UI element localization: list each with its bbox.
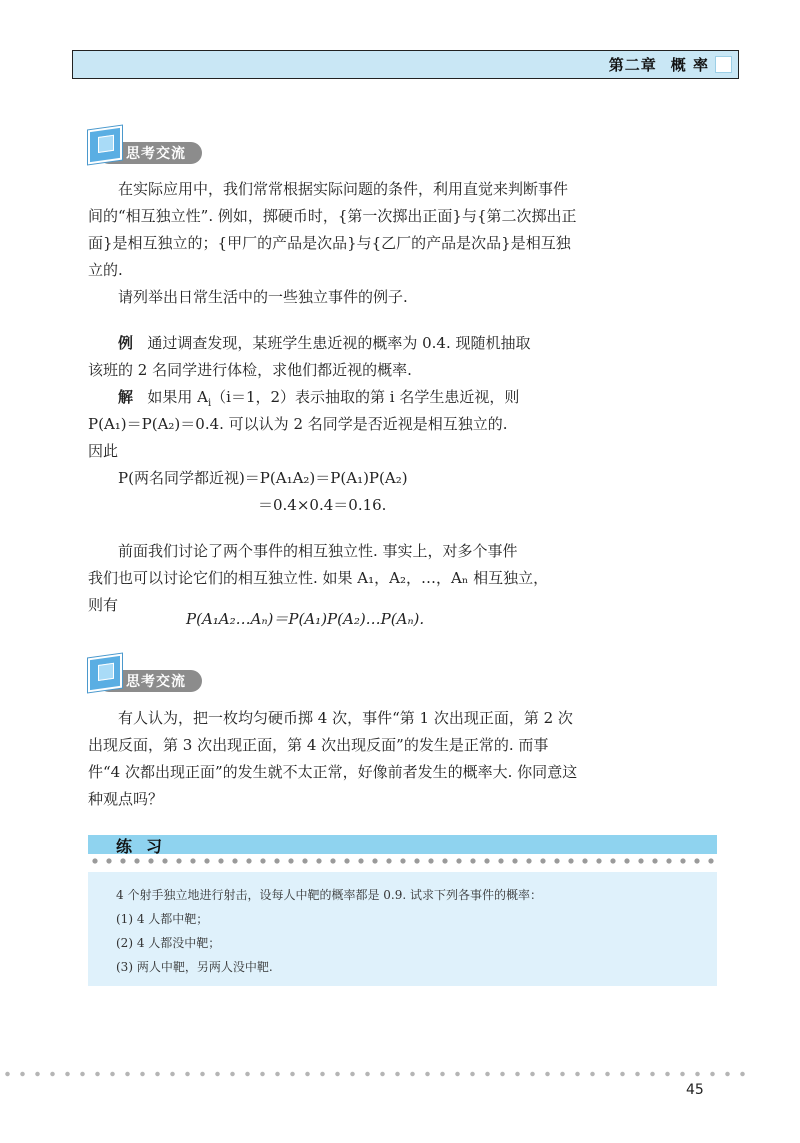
multi-events-line-1: 前面我们讨论了两个事件的相互独立性. 事实上，对多个事件	[118, 542, 518, 560]
think2-paragraph: 有人认为，把一枚均匀硬币掷 4 次，事件“第 1 次出现正面，第 2 次出现反面，第 3 次出现正面，第 4 次出现反面”的发生是正常的. 而事件“4 次都出现正面”的发生就不太正常，好像前者发生的概率大. 你同意这种观点吗？	[88, 709, 578, 808]
think-discuss-badge	[88, 128, 204, 168]
exercise-intro: 4 个射手独立地进行射击，设每人中靶的概率都是 0.9. 试求下列各事件的概率：	[116, 888, 542, 902]
badge-label: 思考交流	[126, 146, 186, 162]
chapter-label: 第二章 概 率	[608, 56, 709, 74]
exercise-title-bar	[88, 835, 717, 854]
exercise-item: (3) 两人中靶，另两人没中靶.	[116, 960, 273, 974]
example-label: 例	[118, 334, 134, 352]
exercise-dots-divider	[88, 857, 717, 865]
exercise-title: 练习	[116, 837, 177, 856]
solution-label: 解	[118, 388, 134, 406]
multi-events-line-2: 我们也可以讨论它们的相互独立性. 如果 A₁，A₂，…，Aₙ 相互独立，	[88, 569, 549, 587]
exercise-item: (2) 4 人都没中靶；	[116, 936, 221, 950]
solution-line-1: 解 如果用 $A_i(i=1$，2）表示抽取的第 i 名学生患近视，则	[118, 388, 520, 409]
exercise-box	[88, 872, 717, 986]
multi-events-formula: P(A₁A₂…Aₙ)＝P(A₁)P(A₂)…P(Aₙ).	[186, 610, 425, 628]
think-discuss-badge-2	[88, 656, 204, 696]
multi-events-line-3: 则有	[88, 596, 119, 614]
cube-icon	[88, 126, 122, 165]
think1-question: 请列举出日常生活中的一些独立事件的例子.	[118, 288, 408, 306]
solution-line-3: 因此	[88, 442, 119, 460]
badge-label: 思考交流	[126, 674, 186, 690]
solution-line-2: P(A₁)＝P(A₂)＝0.4. 可以认为 2 名同学是否近视是相互独立的.	[88, 415, 508, 433]
exercise-item: (1) 4 人都中靶；	[116, 912, 209, 926]
example-line-2: 该班的 2 名同学进行体检，求他们都近视的概率.	[88, 361, 412, 379]
footer-dots	[0, 1070, 750, 1078]
cube-icon	[88, 654, 122, 693]
example-line-1: 例 通过调查发现，某班学生患近视的概率为 0.4. 现随机抽取	[118, 334, 531, 352]
header-corner-box	[715, 56, 732, 73]
chapter-header-bar	[72, 50, 739, 79]
solution-formula-1: P(两名同学都近视)＝P(A₁A₂)＝P(A₁)P(A₂)	[118, 469, 408, 487]
page-number: 45	[686, 1082, 704, 1098]
think1-paragraph: 在实际应用中，我们常常根据实际问题的条件，利用直觉来判断事件间的“相互独立性”. 例如，掷硬币时，{第一次掷出正面}与{第二次掷出正面}是相互独立的；{甲厂的产品是次品}与{乙厂的产品是次品}是相互独立的.	[88, 180, 577, 279]
solution-formula-2: ＝0.4×0.4＝0.16.	[258, 496, 387, 514]
